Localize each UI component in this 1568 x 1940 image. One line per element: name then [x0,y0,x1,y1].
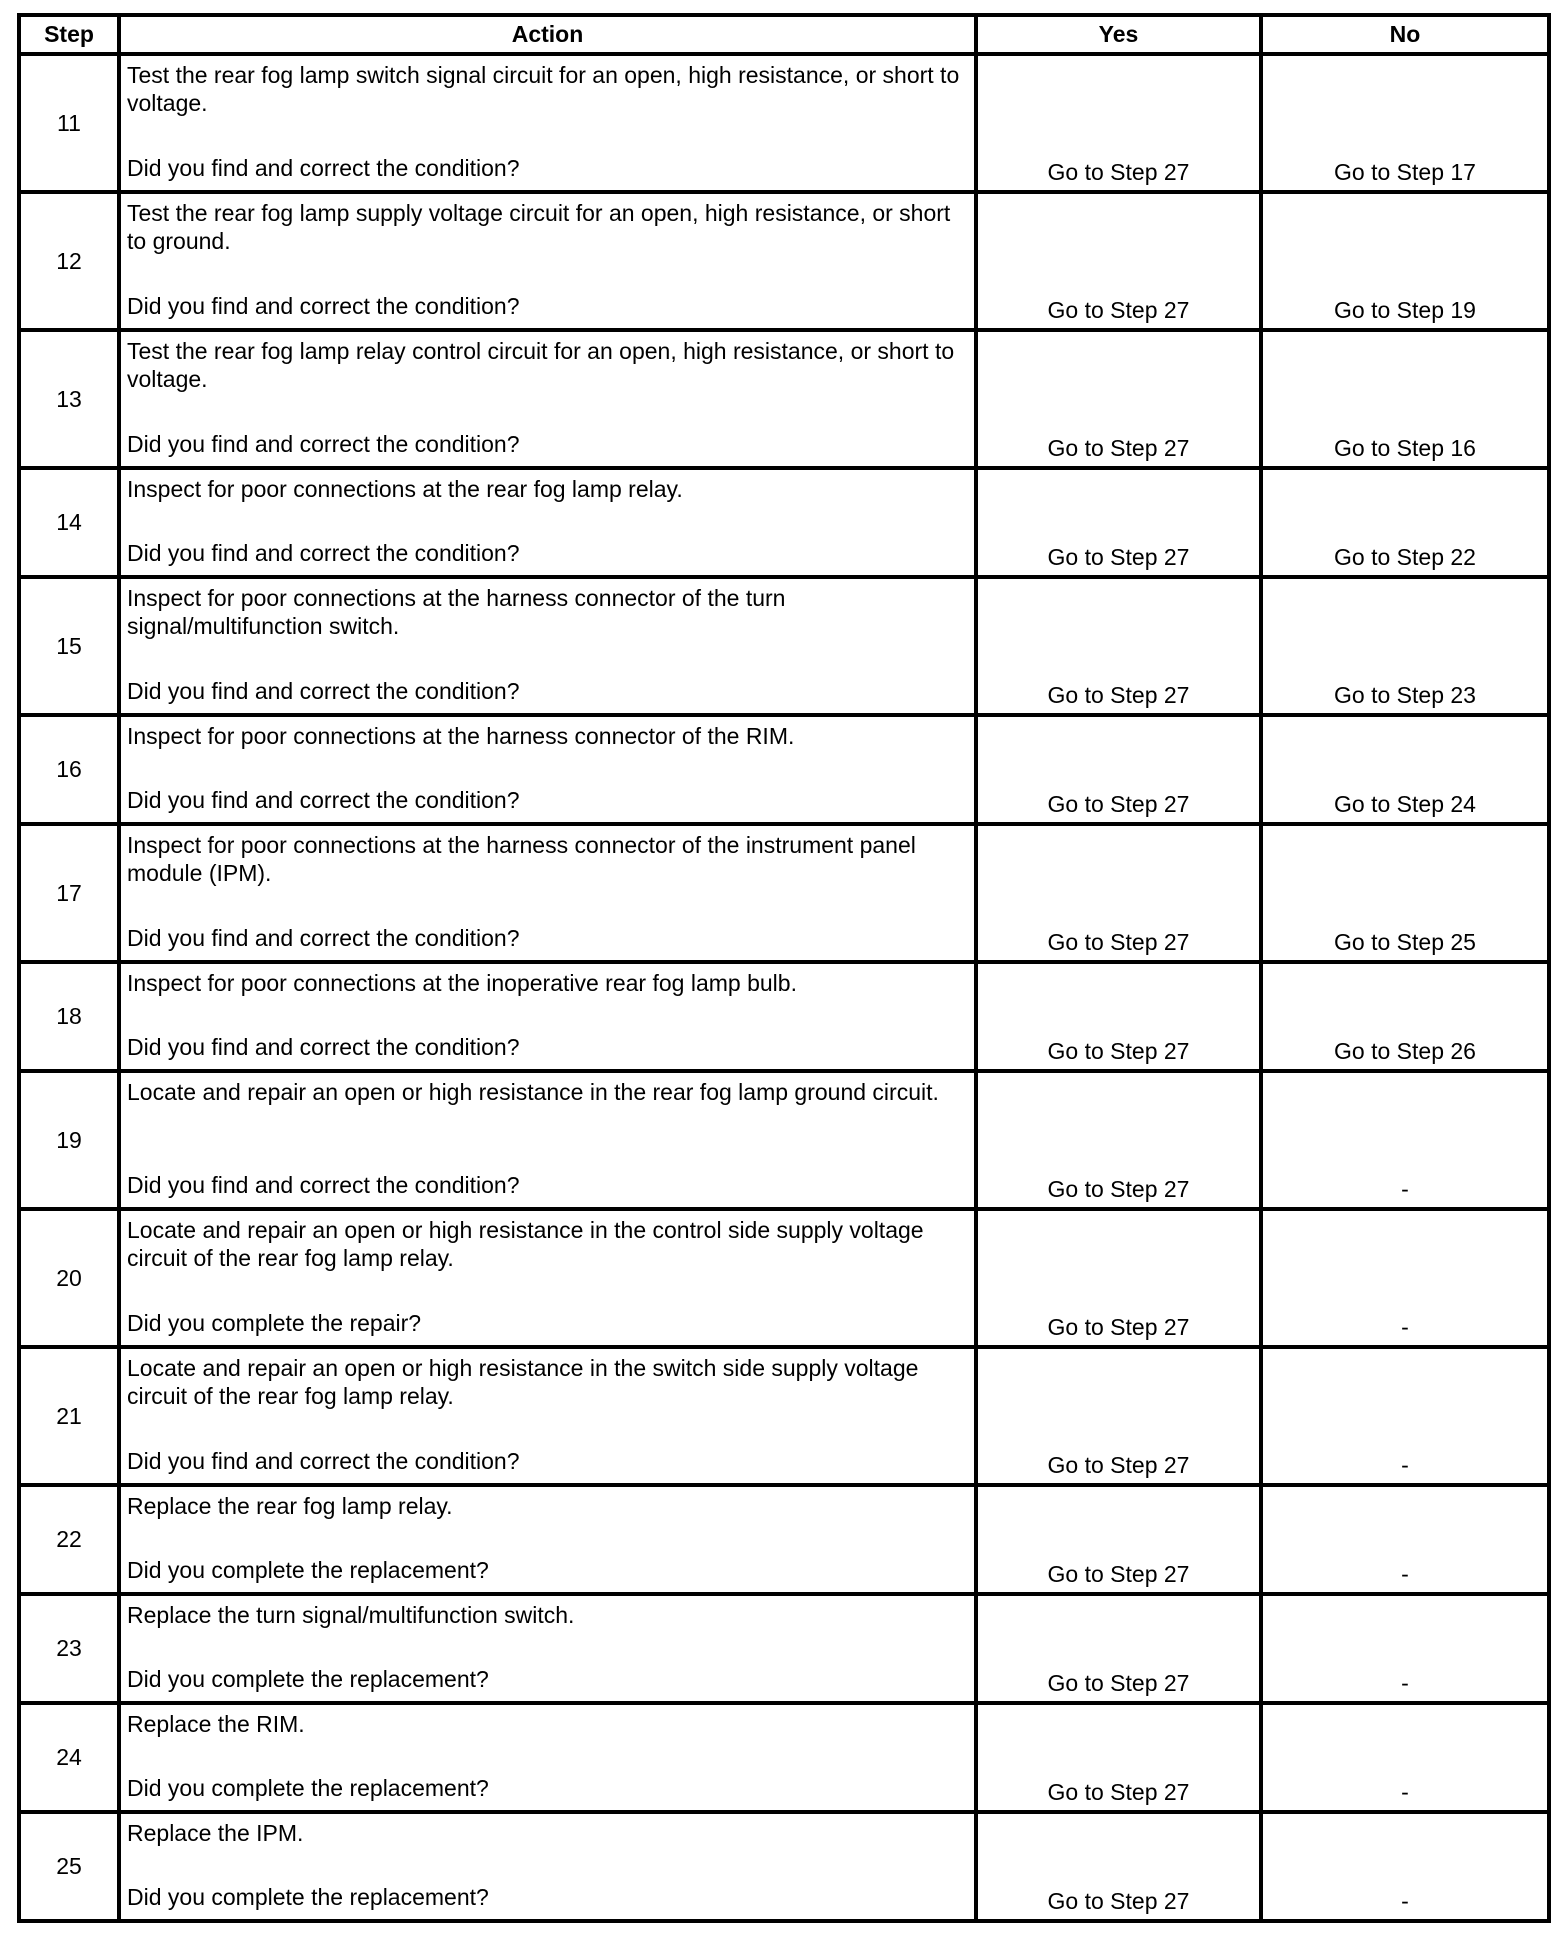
action-cell [119,1812,976,1921]
no-result: - [1261,1209,1549,1347]
header-step: Step [19,15,119,54]
step-number: 19 [19,1071,119,1209]
table-row [19,54,1549,192]
no-result: Go to Step 19 [1261,192,1549,330]
action-text: Replace the RIM. [127,1711,305,1737]
action-text: Inspect for poor connections at the harness connector of the RIM. [127,723,795,749]
action-text: Locate and repair an open or high resistance in the control side supply voltage circuit of the rear fog lamp relay. [127,1217,924,1271]
table-row [19,1347,1549,1485]
step-number: 22 [19,1485,119,1594]
action-cell [119,1594,976,1703]
table-row [19,1071,1549,1209]
action-text: Inspect for poor connections at the harness connector of the turn signal/multifunction switch. [127,585,786,639]
step-number: 13 [19,330,119,468]
table-row [19,1703,1549,1812]
action-text: Inspect for poor connections at the harness connector of the instrument panel module (IPM). [127,832,916,886]
action-cell [119,1347,976,1485]
no-result: - [1261,1594,1549,1703]
step-number: 18 [19,962,119,1071]
step-number: 11 [19,54,119,192]
yes-result: Go to Step 27 [976,1347,1261,1485]
action-question: Did you find and correct the condition? [127,787,520,813]
step-number: 20 [19,1209,119,1347]
action-text: Replace the turn signal/multifunction switch. [127,1602,575,1628]
no-result: Go to Step 26 [1261,962,1549,1071]
header-yes: Yes [976,15,1261,54]
step-number: 23 [19,1594,119,1703]
action-text: Inspect for poor connections at the rear fog lamp relay. [127,476,683,502]
action-cell [119,54,976,192]
yes-result: Go to Step 27 [976,1071,1261,1209]
table-body [19,54,1549,1921]
action-text: Locate and repair an open or high resistance in the switch side supply voltage circuit of the rear fog lamp relay. [127,1355,919,1409]
table-row [19,577,1549,715]
yes-result: Go to Step 27 [976,192,1261,330]
step-number: 25 [19,1812,119,1921]
header-action: Action [119,15,976,54]
table-row [19,192,1549,330]
yes-result: Go to Step 27 [976,1485,1261,1594]
no-result: Go to Step 23 [1261,577,1549,715]
action-cell [119,1485,976,1594]
action-question: Did you complete the repair? [127,1310,422,1336]
action-text: Test the rear fog lamp switch signal circuit for an open, high resistance, or short to voltage. [127,62,960,116]
action-question: Did you find and correct the condition? [127,293,520,319]
action-text: Inspect for poor connections at the inoperative rear fog lamp bulb. [127,970,797,996]
yes-result: Go to Step 27 [976,1209,1261,1347]
action-question: Did you complete the replacement? [127,1884,489,1910]
action-question: Did you find and correct the condition? [127,1034,520,1060]
no-result: Go to Step 17 [1261,54,1549,192]
table-row [19,330,1549,468]
action-cell [119,1209,976,1347]
table-row [19,468,1549,577]
action-question: Did you complete the replacement? [127,1666,489,1692]
action-cell [119,715,976,824]
yes-result: Go to Step 27 [976,468,1261,577]
no-result: Go to Step 16 [1261,330,1549,468]
no-result: - [1261,1347,1549,1485]
no-result: Go to Step 25 [1261,824,1549,962]
action-question: Did you find and correct the condition? [127,431,520,457]
diagnostic-steps-table [17,13,1551,1923]
action-cell [119,468,976,577]
action-question: Did you find and correct the condition? [127,1448,520,1474]
action-cell [119,1071,976,1209]
step-number: 17 [19,824,119,962]
yes-result: Go to Step 27 [976,962,1261,1071]
action-cell [119,577,976,715]
header-no: No [1261,15,1549,54]
action-question: Did you find and correct the condition? [127,1172,520,1198]
step-number: 12 [19,192,119,330]
yes-result: Go to Step 27 [976,54,1261,192]
action-question: Did you complete the replacement? [127,1775,489,1801]
diagnostic-table-container [17,13,1547,1923]
action-text: Replace the rear fog lamp relay. [127,1493,453,1519]
action-question: Did you find and correct the condition? [127,155,520,181]
no-result: Go to Step 24 [1261,715,1549,824]
yes-result: Go to Step 27 [976,330,1261,468]
action-text: Test the rear fog lamp relay control circuit for an open, high resistance, or short to voltage. [127,338,955,392]
action-cell [119,824,976,962]
table-row [19,1812,1549,1921]
table-row [19,715,1549,824]
no-result: - [1261,1485,1549,1594]
no-result: Go to Step 22 [1261,468,1549,577]
step-number: 21 [19,1347,119,1485]
yes-result: Go to Step 27 [976,715,1261,824]
action-cell [119,330,976,468]
action-question: Did you find and correct the condition? [127,925,520,951]
no-result: - [1261,1703,1549,1812]
step-number: 14 [19,468,119,577]
action-question: Did you find and correct the condition? [127,678,520,704]
yes-result: Go to Step 27 [976,577,1261,715]
table-row [19,1209,1549,1347]
step-number: 15 [19,577,119,715]
no-result: - [1261,1812,1549,1921]
table-row [19,824,1549,962]
table-header-row [19,15,1549,54]
table-row [19,1485,1549,1594]
no-result: - [1261,1071,1549,1209]
yes-result: Go to Step 27 [976,824,1261,962]
action-text: Replace the IPM. [127,1820,304,1846]
yes-result: Go to Step 27 [976,1594,1261,1703]
yes-result: Go to Step 27 [976,1812,1261,1921]
action-question: Did you complete the replacement? [127,1557,489,1583]
yes-result: Go to Step 27 [976,1703,1261,1812]
table-row [19,962,1549,1071]
action-cell [119,1703,976,1812]
action-question: Did you find and correct the condition? [127,540,520,566]
action-cell [119,192,976,330]
action-text: Test the rear fog lamp supply voltage circuit for an open, high resistance, or short to ground. [127,200,951,254]
action-text: Locate and repair an open or high resistance in the rear fog lamp ground circuit. [127,1079,939,1105]
table-row [19,1594,1549,1703]
step-number: 16 [19,715,119,824]
step-number: 24 [19,1703,119,1812]
action-cell [119,962,976,1071]
